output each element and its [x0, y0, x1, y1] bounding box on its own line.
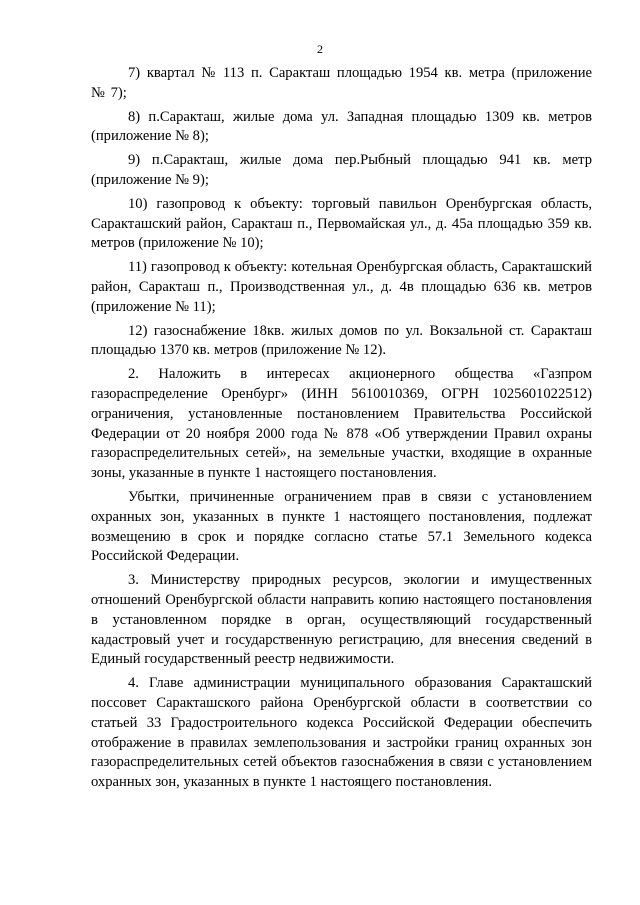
paragraph-item-12: 12) газоснабжение 18кв. жилых домов по ул. Вокзальной ст. Саракташ площадью 1370 кв. метров (приложение № 12). [91, 322, 592, 359]
paragraph-item-10: 10) газопровод к объекту: торговый павильон Оренбургская область, Саракташский район, Саракташ п., Первомайская ул., д. 45а площадью 359 кв. метров (приложение № 10); [91, 195, 592, 252]
page-number: 2 [317, 42, 323, 56]
paragraph-losses: Убытки, причиненные ограничением прав в связи с установлением охранных зон, указанных в пункте 1 настоящего постановления, подлежат возмещению в срок и порядке согласно статье 57.1 Земельного кодекса Российской Федерации. [91, 488, 592, 565]
paragraph-item-9: 9) п.Саракташ, жилые дома пер.Рыбный площадью 941 кв. метр (приложение № 9); [91, 152, 592, 188]
paragraph-item-8: 8) п.Саракташ, жилые дома ул. Западная площадью 1309 кв. метров (приложение № 8); [91, 108, 592, 145]
paragraph-section-4: 4. Главе администрации муниципального образования Саракташский поссовет Саракташского района Оренбургской области в соответствии со статьей 33 Градостроительного кодекса Российской Федерации обеспечить отображение в правилах землепользования и застройки границ охранных зон газораспределительных сетей объектов газоснабжения в связи с установлением охранных зон, указанных в пункте 1 настоящего постановления. [91, 675, 592, 791]
paragraph-section-2: 2. Наложить в интересах акционерного общества «Газпром газораспределение Оренбург» (ИНН 5610010369, ОГРН 1025601022512) ограничения, установленные постановлением Правительства Российской Федерации от 20 ноября 2000 года № 878 «Об утверждении Правил охраны газораспределительных сетей», на земельные участки, входящие в охранные зоны, указанные в пункте 1 настоящего постановления. [91, 366, 592, 482]
paragraph-item-7: 7) квартал № 113 п. Саракташ площадью 1954 кв. метра (приложение № 7); [91, 65, 592, 101]
document-body [91, 64, 592, 797]
paragraph-section-3: 3. Министерству природных ресурсов, экологии и имущественных отношений Оренбургской области направить копию настоящего постановления в установленном порядке в орган, осуществляющий государственный кадастровый учет и государственную регистрацию, для внесения сведений в Единый государственный реестр недвижимости. [91, 572, 592, 668]
paragraph-item-11: 11) газопровод к объекту: котельная Оренбургская область, Саракташский район, Саракташ п., Производственная ул., д. 4в площадью 636 кв. метров (приложение № 11); [91, 259, 592, 315]
